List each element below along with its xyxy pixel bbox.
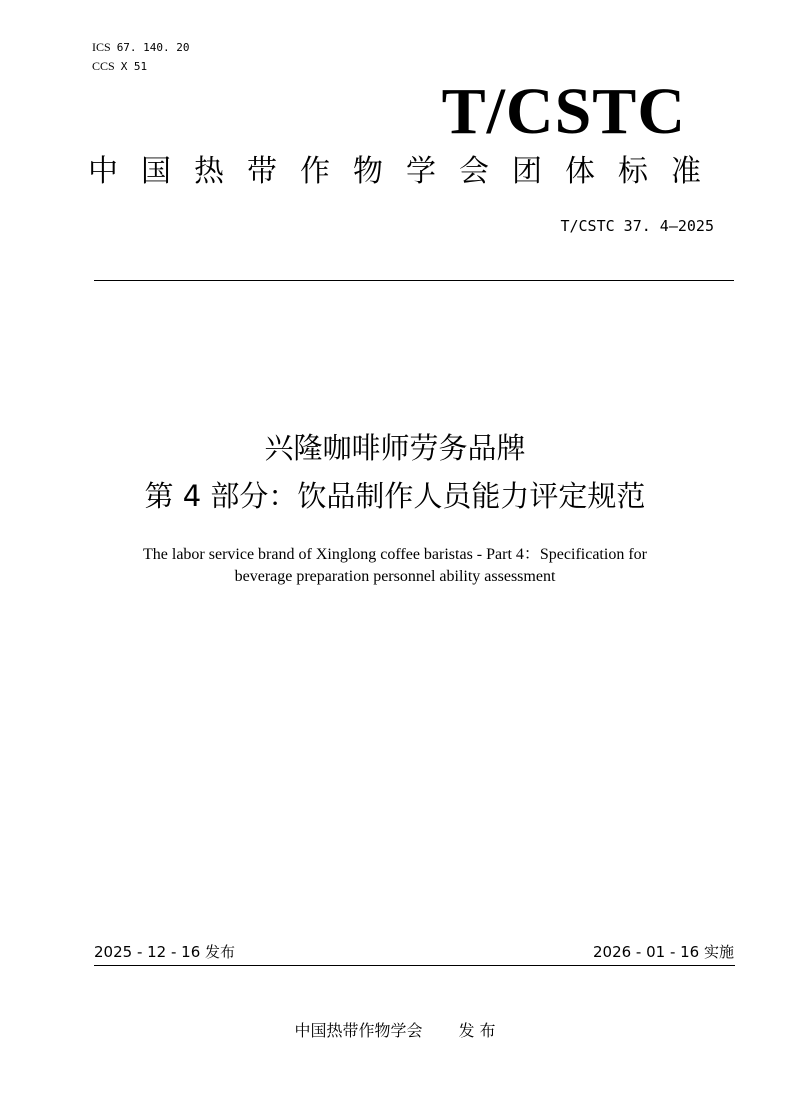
issue-date: 2025 - 12 - 16 发布 [94, 943, 236, 961]
ccs-row [92, 57, 190, 76]
title-en-line2: beverage preparation personnel ability assessment [234, 568, 556, 585]
header-divider [94, 280, 734, 281]
ccs-label: CCS [92, 59, 115, 73]
title-en [0, 544, 790, 588]
title-cn-line1: 兴隆咖啡师劳务品牌 [264, 431, 526, 465]
classification-codes [92, 38, 190, 76]
ics-code: 67. 140. 20 [116, 41, 190, 54]
title-en-line1: The labor service brand of Xinglong coffee baristas - Part 4：Specification for [143, 546, 647, 563]
ccs-code: X 51 [120, 60, 148, 73]
standard-number: T/CSTC 37. 4—2025 [560, 217, 714, 235]
publisher-line [0, 1020, 790, 1042]
organization-standard-title: 中国热带作物学会团体标准 [88, 154, 724, 189]
ics-label: ICS [92, 40, 111, 54]
ics-row [92, 38, 190, 57]
title-cn-line2: 第 4 部分：饮品制作人员能力评定规范 [144, 479, 646, 513]
document-title [0, 424, 790, 588]
implementation-date: 2026 - 01 - 16 实施 [592, 943, 734, 961]
publish-action: 发 布 [458, 1021, 496, 1040]
publisher-name: 中国热带作物学会 [294, 1021, 423, 1040]
standard-logo: T/CSTC [441, 75, 686, 148]
footer-divider [94, 965, 735, 966]
